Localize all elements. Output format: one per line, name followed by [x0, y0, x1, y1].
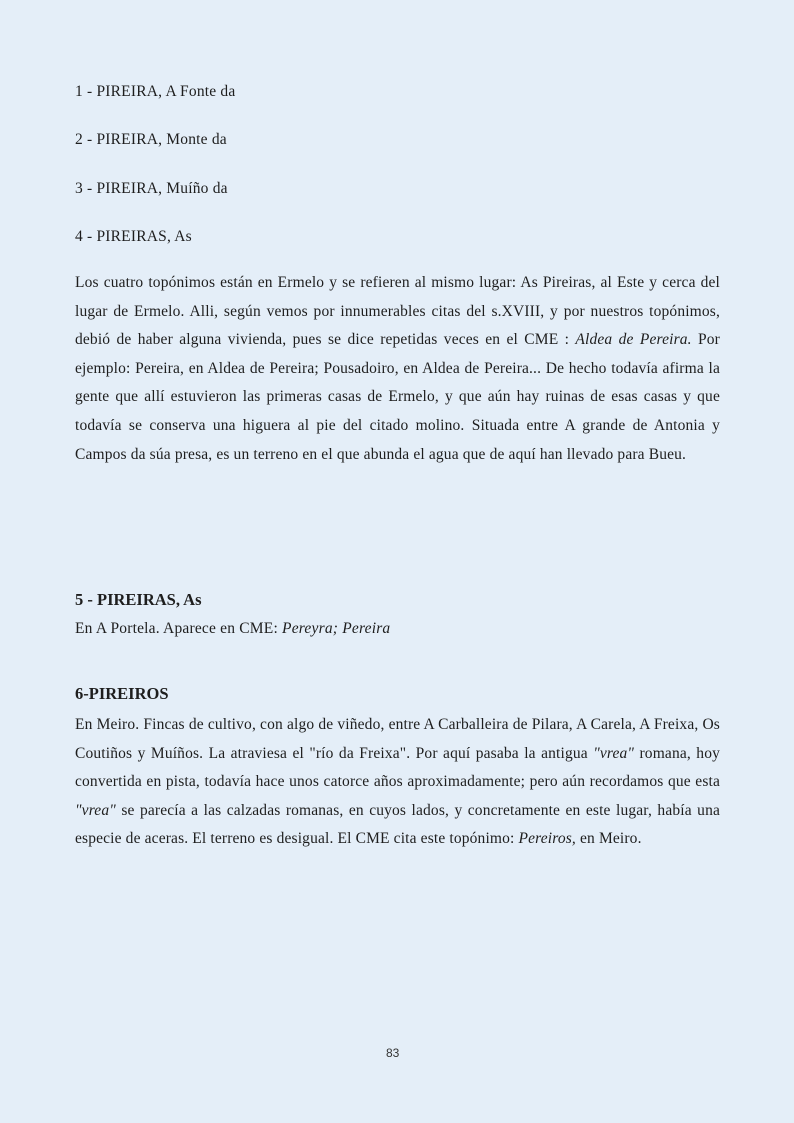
section-heading-5: 5 - PIREIRAS, As: [75, 590, 202, 609]
italic-citation: Pereyra; Pereira: [282, 620, 391, 637]
list-item: 3 - PIREIRA, Muíño da: [75, 180, 228, 197]
paragraph-text: En A Portela. Aparece en CME:: [75, 620, 283, 637]
italic-citation: Aldea de Pereira.: [575, 331, 692, 349]
italic-term: "vrea": [593, 744, 635, 762]
paragraph-pireiras: [75, 269, 720, 469]
list-item: 4 - PIREIRAS, As: [75, 228, 192, 245]
page-number: 83: [386, 1046, 400, 1060]
section-5-text: [75, 620, 390, 638]
paragraph-text: Los cuatro topónimos están en Ermelo y se refieren al mismo lugar: As Pireiras, al Este y cerca del lugar de Ermelo. Alli, según vemos por innumerables citas del s.XVIII, y por nuestros topónimos, debió de haber alguna vivienda, pues se dice repetidas veces en el CME :: [75, 274, 720, 349]
paragraph-text: se parecía a las calzadas romanas, en cuyos lados, y concretamente en este lugar, había una especie de aceras. El terreno es desigual. El CME cita este topónimo:: [75, 801, 720, 848]
paragraph-pireiros: [75, 711, 720, 854]
italic-term: "vrea": [75, 801, 116, 819]
paragraph-text: Por ejemplo: Pereira, en Aldea de Pereira; Pousadoiro, en Aldea de Pereira... De hecho todavía afirma la gente que allí estuvieron las primeras casas de Ermelo, y que aún hay ruinas de esas casas y que todavía se conserva una higuera al pie del citado molino. Situada entre A grande de Antonia y Campos da súa presa, es un terreno en el que abunda el agua que de aquí han llevado para Bueu.: [75, 331, 720, 463]
list-item: 1 - PIREIRA, A Fonte da: [75, 83, 236, 100]
list-item: 2 - PIREIRA, Monte da: [75, 131, 227, 148]
italic-citation: Pereiros,: [518, 830, 576, 848]
section-heading-6: 6-PIREIROS: [75, 684, 169, 703]
paragraph-text: en Meiro.: [575, 830, 642, 848]
paragraph-text: romana, hoy convertida en pista, todavía hace unos catorce años aproximadamente; pero aún recordamos que esta: [75, 744, 721, 791]
paragraph-text: En Meiro. Fincas de cultivo, con algo de viñedo, entre A Carballeira de Pilara, A Carela, A Freixa, Os Coutiños y Muíños. La atraviesa el "río da Freixa". Por aquí pasaba la antigua: [75, 716, 720, 762]
